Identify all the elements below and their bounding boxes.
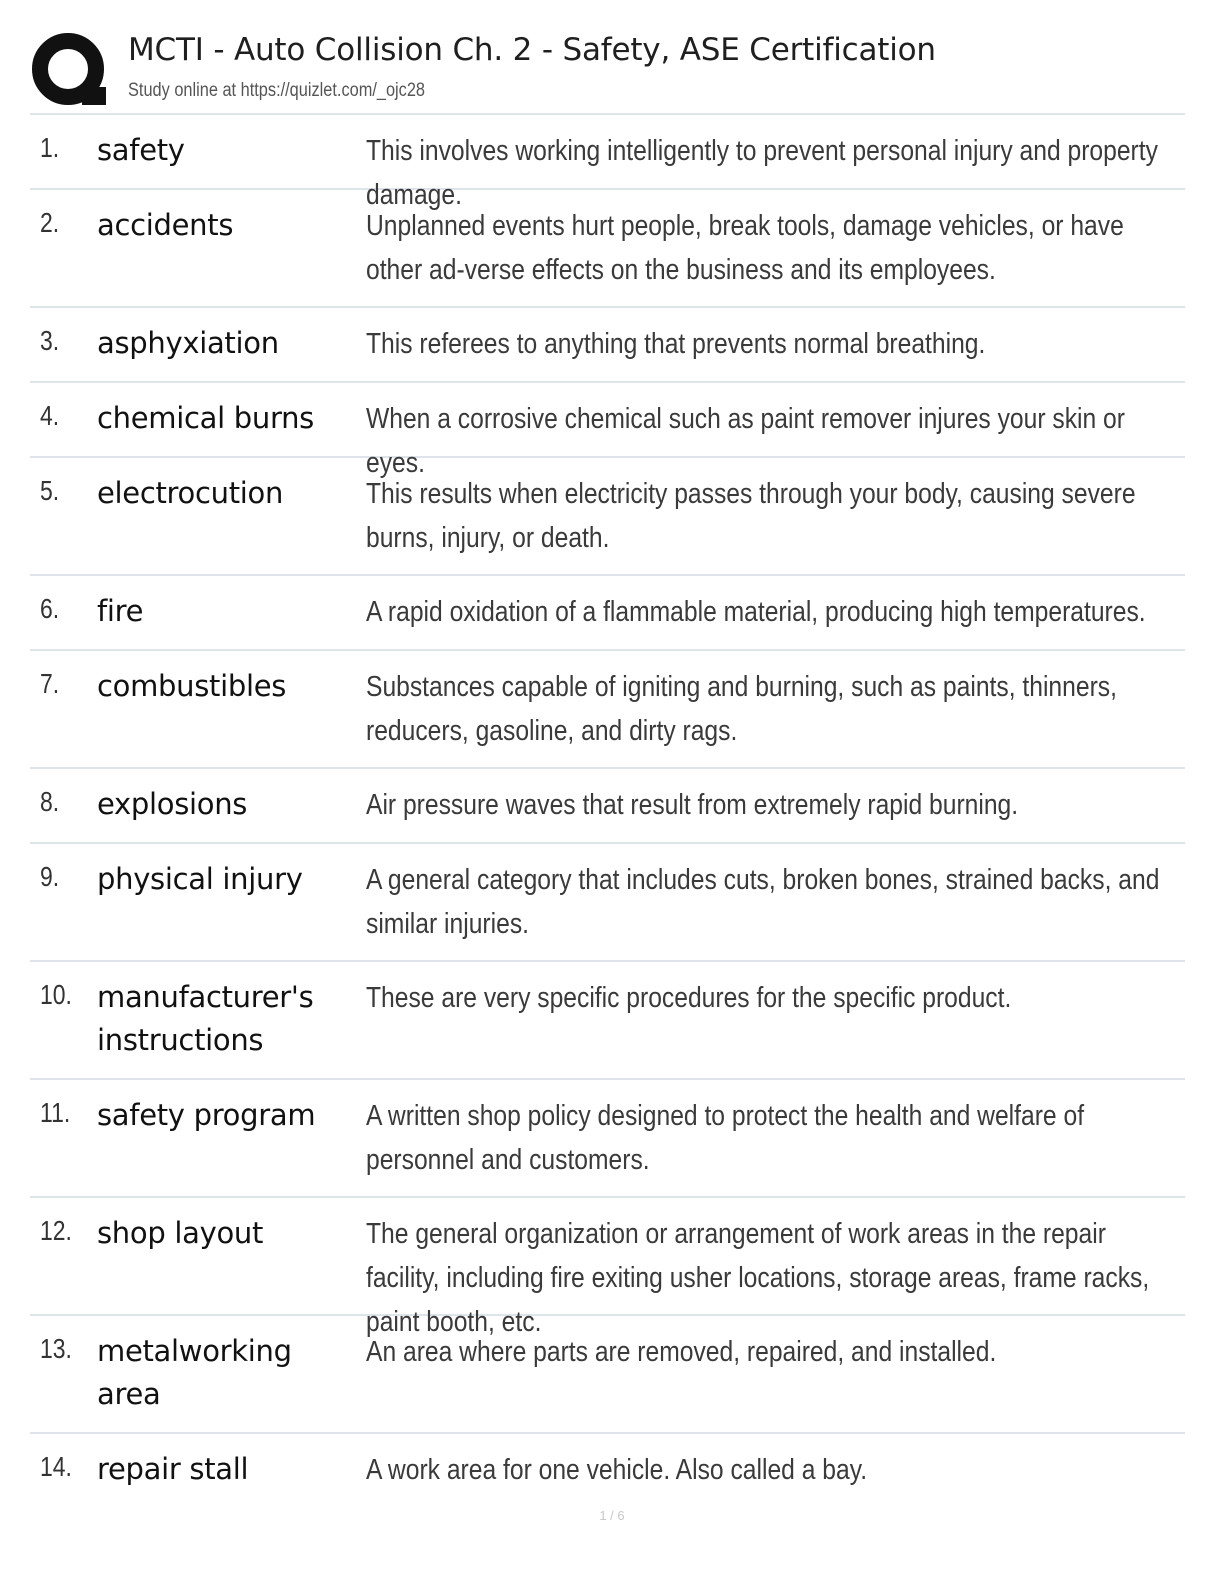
item-term: combustibles [97,669,287,703]
item-term: physical injury [97,862,303,896]
item-number: 5. [40,475,60,506]
list-item [30,115,1185,211]
item-number: 8. [40,786,60,817]
item-term: metalworking area [97,1334,292,1411]
item-definition: The general organization or arrangement of work areas in the repair facility, including fire exiting usher locations, storage areas, frame racks, paint booth, etc. [366,1218,1150,1338]
item-definition: This referees to anything that prevents normal breathing. [366,328,986,360]
item-definition: Air pressure waves that result from extremely rapid burning. [366,789,1019,821]
list-item [30,769,1185,844]
item-number: 9. [40,861,60,892]
item-term: asphyxiation [97,326,279,360]
item-number: 3. [40,325,60,356]
item-definition: A work area for one vehicle. Also called a bay. [366,1454,868,1486]
item-term: manufacturer's instructions [97,980,314,1057]
item-term: explosions [97,787,248,821]
list-item [30,308,1185,383]
term-list [30,113,1185,1507]
list-item [30,1198,1185,1338]
list-item [30,1434,1185,1507]
item-number: 2. [40,207,60,238]
list-item [30,190,1185,308]
item-definition: When a corrosive chemical such as paint remover injures your skin or eyes. [366,403,1125,479]
list-item [30,651,1185,769]
list-item [30,1080,1185,1198]
item-definition: Unplanned events hurt people, break tools, damage vehicles, or have other ad-verse effects on the business and its employees. [366,210,1124,286]
item-term: fire [97,594,144,628]
item-number: 7. [40,668,60,699]
item-term: repair stall [97,1452,249,1486]
quizlet-logo-icon [30,31,110,111]
item-term: chemical burns [97,401,314,435]
item-definition: This involves working intelligently to prevent personal injury and property damage. [366,135,1158,211]
list-item [30,576,1185,651]
item-term: safety [97,133,185,167]
page-title: MCTI - Auto Collision Ch. 2 - Safety, ASE Certification [128,32,936,68]
item-definition: Substances capable of igniting and burning, such as paints, thinners, reducers, gasoline, and dirty rags. [366,671,1117,747]
list-item [30,1316,1185,1434]
item-term: shop layout [97,1216,264,1250]
item-definition: A rapid oxidation of a flammable material, producing high temperatures. [366,596,1146,628]
item-number: 1. [40,132,60,163]
item-number: 13. [40,1333,72,1364]
item-number: 4. [40,400,60,431]
list-item [30,962,1185,1080]
page-header [30,28,1190,114]
item-term: accidents [97,208,234,242]
item-definition: A general category that includes cuts, broken bones, strained backs, and similar injuries. [366,864,1160,940]
item-definition: An area where parts are removed, repaired, and installed. [366,1336,997,1368]
item-number: 6. [40,593,60,624]
study-online-link[interactable]: Study online at https://quizlet.com/_ojc28 [128,80,426,101]
item-term: electrocution [97,476,284,510]
item-number: 11. [40,1097,71,1128]
item-definition: A written shop policy designed to protect the health and welfare of personnel and customers. [366,1100,1085,1176]
item-number: 12. [40,1215,72,1246]
page-number: 1 / 6 [599,1508,625,1523]
item-definition: These are very specific procedures for the specific product. [366,982,1012,1014]
item-term: safety program [97,1098,316,1132]
list-item [30,844,1185,962]
item-definition: This results when electricity passes through your body, causing severe burns, injury, or death. [366,478,1136,554]
list-item [30,458,1185,576]
item-number: 14. [40,1451,72,1482]
list-item [30,383,1185,479]
item-number: 10. [40,979,72,1010]
